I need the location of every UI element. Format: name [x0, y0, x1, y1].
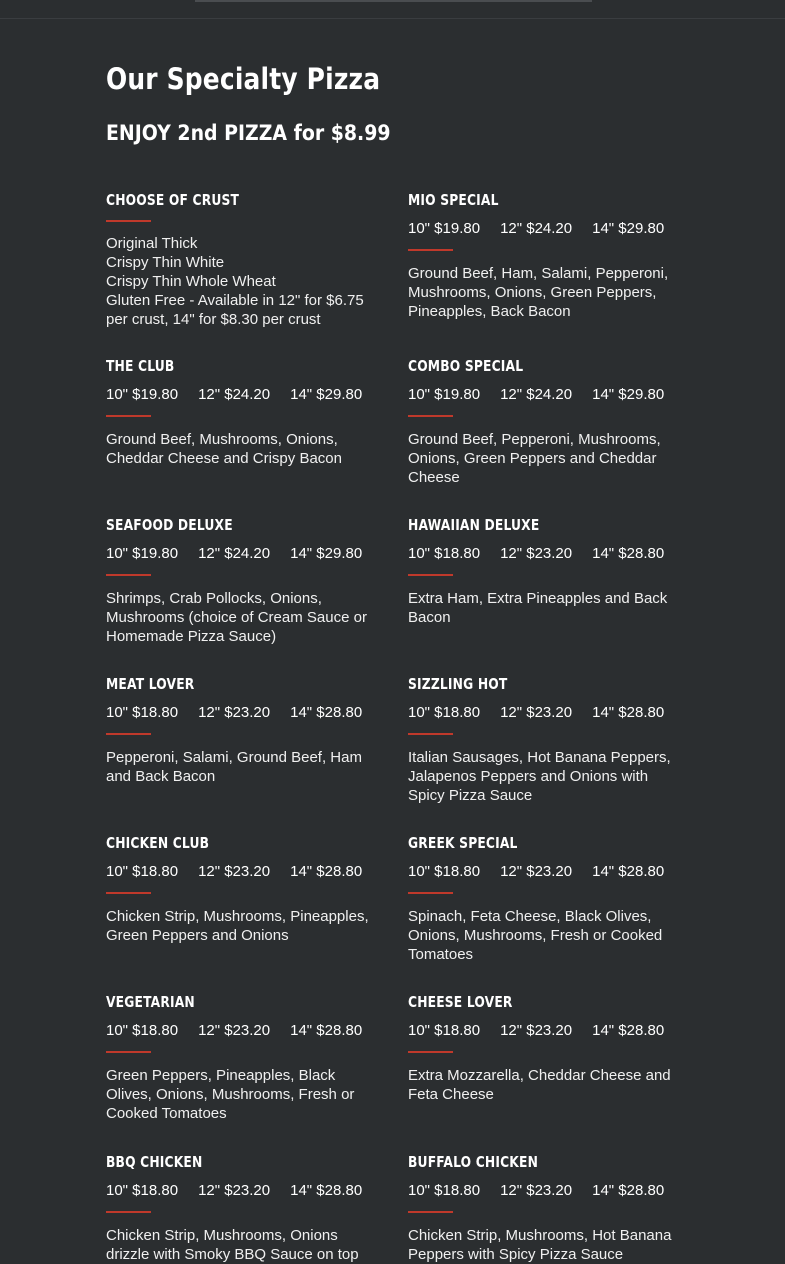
menu-item-prices — [106, 862, 374, 882]
menu-item-description: Italian Sausages, Hot Banana Peppers, Jalapenos Peppers and Onions with Spicy Pizza Sauce — [408, 749, 671, 804]
menu-item-description: Chicken Strip, Mushrooms, Pineapples, Green Peppers and Onions — [106, 908, 369, 944]
accent-rule — [408, 892, 453, 894]
price-14: 14" $28.80 — [592, 545, 665, 562]
specialty-pizza-section — [106, 62, 686, 1263]
menu-item-prices — [408, 385, 676, 405]
price-12: 12" $23.20 — [500, 545, 573, 562]
menu-item-name: MEAT LOVER — [106, 675, 195, 693]
price-14: 14" $28.80 — [592, 704, 665, 721]
menu-item-description: Chicken Strip, Mushrooms, Hot Banana Peppers with Spicy Pizza Sauce — [408, 1227, 672, 1263]
menu-item-crust — [106, 190, 374, 329]
menu-item-name: MIO SPECIAL — [408, 191, 499, 209]
menu-item — [408, 833, 676, 964]
menu-item-prices — [408, 703, 676, 723]
price-14: 14" $28.80 — [592, 1182, 665, 1199]
menu-item-name: HAWAIIAN DELUXE — [408, 516, 540, 534]
menu-item — [106, 356, 374, 468]
menu-item-description: Spinach, Feta Cheese, Black Olives, Onions, Mushrooms, Fresh or Cooked Tomatoes — [408, 908, 663, 963]
menu-item-description: Pepperoni, Salami, Ground Beef, Ham and Back Bacon — [106, 749, 362, 785]
top-bar — [0, 0, 785, 19]
menu-item-description: Extra Ham, Extra Pineapples and Back Bacon — [408, 590, 668, 626]
price-12: 12" $23.20 — [198, 1022, 271, 1039]
menu-item-name: VEGETARIAN — [106, 993, 195, 1011]
page-title: Our Specialty Pizza — [106, 62, 381, 96]
price-12: 12" $23.20 — [198, 1182, 271, 1199]
price-12: 12" $23.20 — [198, 863, 271, 880]
menu-item — [106, 992, 374, 1123]
menu-item-name: GREEK SPECIAL — [408, 834, 518, 852]
price-12: 12" $24.20 — [500, 386, 573, 403]
menu-item-name: CHEESE LOVER — [408, 993, 513, 1011]
price-10: 10" $19.80 — [106, 386, 179, 403]
menu-item-prices — [408, 1181, 676, 1201]
accent-rule — [106, 1211, 151, 1213]
price-12: 12" $23.20 — [500, 863, 573, 880]
price-10: 10" $18.80 — [408, 1022, 481, 1039]
menu-item-name: CHOOSE OF CRUST — [106, 191, 240, 209]
menu-item — [408, 190, 676, 321]
menu-item — [106, 833, 374, 945]
price-10: 10" $18.80 — [106, 1022, 179, 1039]
menu-item-description: Ground Beef, Pepperoni, Mushrooms, Onions, Green Peppers and Cheddar Cheese — [408, 431, 661, 486]
menu-item-prices — [408, 544, 676, 564]
accent-rule — [408, 415, 453, 417]
menu-item-description: Shrimps, Crab Pollocks, Onions, Mushrooms (choice of Cream Sauce or Homemade Pizza Sauce) — [106, 590, 367, 645]
crust-options — [106, 234, 374, 329]
menu-item-prices — [106, 703, 374, 723]
price-14: 14" $28.80 — [290, 1182, 363, 1199]
menu-item-prices — [106, 385, 374, 405]
price-14: 14" $29.80 — [592, 386, 665, 403]
menu-item — [408, 1152, 676, 1264]
menu-item-prices — [408, 219, 676, 239]
menu-item-name: BBQ CHICKEN — [106, 1153, 203, 1171]
price-14: 14" $28.80 — [592, 1022, 665, 1039]
accent-rule — [408, 733, 453, 735]
price-12: 12" $23.20 — [500, 1182, 573, 1199]
menu-item-name: COMBO SPECIAL — [408, 357, 524, 375]
price-10: 10" $18.80 — [106, 1182, 179, 1199]
menu-item — [106, 1152, 374, 1264]
price-12: 12" $24.20 — [500, 220, 573, 237]
price-14: 14" $28.80 — [290, 704, 363, 721]
menu-item-name: CHICKEN CLUB — [106, 834, 210, 852]
menu-item-description: Ground Beef, Mushrooms, Onions, Cheddar Cheese and Crispy Bacon — [106, 431, 342, 467]
top-bar-divider — [195, 0, 592, 2]
price-10: 10" $19.80 — [106, 545, 179, 562]
price-10: 10" $18.80 — [106, 863, 179, 880]
menu-item-name: BUFFALO CHICKEN — [408, 1153, 539, 1171]
menu-item — [408, 515, 676, 627]
crust-option: Gluten Free - Available in 12" for $6.75 per crust, 14" for $8.30 per crust — [106, 292, 364, 328]
accent-rule — [106, 574, 151, 576]
accent-rule — [408, 249, 453, 251]
menu-item — [408, 356, 676, 487]
menu-item-prices — [408, 1021, 676, 1041]
menu-item-description: Green Peppers, Pineapples, Black Olives, Onions, Mushrooms, Fresh or Cooked Tomatoes — [106, 1067, 355, 1122]
accent-rule — [106, 220, 151, 222]
accent-rule — [408, 1211, 453, 1213]
menu-item-description: Extra Mozzarella, Cheddar Cheese and Feta Cheese — [408, 1067, 671, 1103]
price-14: 14" $28.80 — [592, 863, 665, 880]
menu-item-prices — [408, 862, 676, 882]
price-10: 10" $18.80 — [106, 704, 179, 721]
price-10: 10" $18.80 — [408, 545, 481, 562]
menu-item-name: THE CLUB — [106, 357, 175, 375]
price-14: 14" $29.80 — [290, 545, 363, 562]
price-10: 10" $18.80 — [408, 863, 481, 880]
price-10: 10" $19.80 — [408, 220, 481, 237]
menu-item — [106, 515, 374, 646]
accent-rule — [106, 1051, 151, 1053]
price-14: 14" $29.80 — [290, 386, 363, 403]
menu-item-description: Ground Beef, Ham, Salami, Pepperoni, Mushrooms, Onions, Green Peppers, Pineapples, Back Bacon — [408, 265, 669, 320]
menu-item — [408, 674, 676, 805]
promo-text: ENJOY 2nd PIZZA for $8.99 — [106, 121, 391, 145]
menu-item-description: Chicken Strip, Mushrooms, Onions drizzle with Smoky BBQ Sauce on top — [106, 1227, 359, 1263]
menu-item-prices — [106, 1021, 374, 1041]
crust-option: Crispy Thin White — [106, 254, 225, 271]
menu-item-prices — [106, 1181, 374, 1201]
accent-rule — [106, 733, 151, 735]
menu-item-name: SEAFOOD DELUXE — [106, 516, 233, 534]
crust-option: Original Thick — [106, 235, 198, 252]
accent-rule — [106, 415, 151, 417]
price-14: 14" $28.80 — [290, 1022, 363, 1039]
menu-item — [408, 992, 676, 1104]
accent-rule — [408, 1051, 453, 1053]
price-12: 12" $23.20 — [500, 704, 573, 721]
price-12: 12" $23.20 — [500, 1022, 573, 1039]
price-10: 10" $18.80 — [408, 704, 481, 721]
price-10: 10" $19.80 — [408, 386, 481, 403]
menu-item-name: SIZZLING HOT — [408, 675, 508, 693]
menu-item-prices — [106, 544, 374, 564]
price-12: 12" $24.20 — [198, 545, 271, 562]
price-12: 12" $24.20 — [198, 386, 271, 403]
crust-option: Crispy Thin Whole Wheat — [106, 273, 276, 290]
price-14: 14" $28.80 — [290, 863, 363, 880]
accent-rule — [106, 892, 151, 894]
price-14: 14" $29.80 — [592, 220, 665, 237]
accent-rule — [408, 574, 453, 576]
menu-item — [106, 674, 374, 786]
price-12: 12" $23.20 — [198, 704, 271, 721]
price-10: 10" $18.80 — [408, 1182, 481, 1199]
